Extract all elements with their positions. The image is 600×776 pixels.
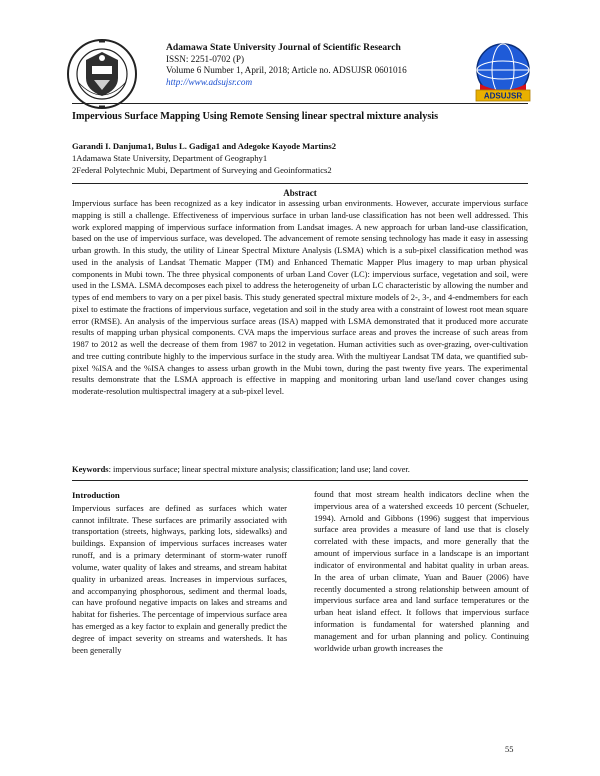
keywords-text: : impervious surface; linear spectral mixture analysis; classification; land use; land cover. [108,464,410,474]
abstract-top-rule [72,183,528,184]
keywords-bottom-rule [72,480,528,481]
intro-heading: Introduction [72,490,120,500]
header-divider [72,103,528,104]
affiliation-1: 1Adamawa State University, Department of Geography1 [72,153,268,164]
author-names: Garandi I. Danjuma1, Bulus L. Gadiga1 and Adegoke Kayode Martins2 [72,141,337,151]
intro-column-right [314,489,529,654]
abstract-heading: Abstract [283,188,317,198]
intro-text-right: found that most stream health indicators decline when the impervious area of a watershed exceeds 10 percent (Schueler, 1994). Arnold and Gibbons (1996) suggest that impervious surface area provides a measure of land use that is closely correlated with these impacts, and more generally that the amount of impervious surface in a landscape is an important indicator of environmental and habitat quality in urban areas. In the area of urban climate, Yuan and Bauer (2006) have recently documented a strong relationship between amount of impervious surface area and land surface temperatures or the urban heat island effect. It follows that impervious surface information is fundamental for watershed planning and management and for urban planning and policy. Continuing worldwide urban growth increases the [314,489,529,653]
abstract-text: Impervious surface has been recognized as a key indicator in assessing urban environments. However, accurate impervious surface mapping is still a challenge. Effectiveness of impervious surface in urban land-use classification has not been well addressed. This work explored mapping of impervious surface information from Landsat images. A new approach for urban land-use classification, based on the use of impervious surface, was developed. The advancement of remote sensing technology has made it easy in assessing urban growth. In this study, the utility of Linear Spectral Mixture Analysis (LSMA) which is a sub-pixel classification method was used in the analysis of Landsat Thematic Mapper (TM) and Enhanced Thematic Mapper Plus imagery to map urban physical components in Mubi town. The three physical components of urban Land Cover (LC): impervious surface, vegetation and soil, were used in the LSMA. LSMA decomposes each pixel to address the heterogeneity of urban LC characteristic by allowing the number and types of end members to vary on a per pixel basis. This study generated spectral mixture models of 2-, 3-, and 4-endmembers for each pixel to estimate the fractions of impervious surface, vegetation and soil in the study area with a constraint of lowest root mean square error (RMSE). An analysis of the impervious surface areas (ISA) mapped with LSMA demonstrated that it produced more accurate results of mapping urban physical components. CVA maps the impervious surface areas and proves the increase of such areas from 1987 to 2012 as well the decrease of them from 1987 to 2012 in vegetation. Human activities such as over-grazing, over-cultivation and tree cutting contribute highly to the impervious surface in the study area. With the multiyear Landsat TM data, we quantified sub-pixel %ISA and the %ISA changes to assess urban growth in the Mubi town, during the past twenty five years. The experimental results demonstrate that the LSMA approach is effective in mapping and monitoring urban land use/land cover changes using moderate-resolution multispectral imagery at a sub-pixel level. [72,198,528,396]
volume-info: Volume 6 Number 1, April, 2018; Article no. ADSUJSR 0601016 [166,65,407,76]
paper-title: Impervious Surface Mapping Using Remote Sensing linear spectral mixture analysis [72,111,439,122]
affiliation-2: 2Federal Polytechnic Mubi, Department of Surveying and Geoinformatics2 [72,165,332,176]
author-list [72,140,528,152]
intro-text-left: Impervious surfaces are defined as surfaces which water cannot infiltrate. These surfaces are primarily associated with transportation (streets, highways, parking lots, sidewalks) and buildings. Expansion of impervious surfaces increases water runoff, and is a primary determinant of storm-water runoff volume, water quality of lakes and streams, and stream habitat quality in urbanized areas. Increases in impervious surfaces, and accompanying phosphorous, sediment and thermal loads, can have profound negative impacts on lakes and streams and habitat for fisheries. The percentage of impervious surface area has emerged as a key factor to explain and generally predict the degree of impact severity on streams and watersheds. It has been generally [72,502,287,655]
intro-column-left [72,490,287,656]
issn: ISSN: 2251-0702 (P) [166,53,245,64]
keywords-line [72,464,528,474]
journal-url-link[interactable]: http://www.adsujsr.com [166,76,253,87]
journal-title: Adamawa State University Journal of Scientific Research [166,42,401,53]
adsujsr-logo-text: ADSUJSR [483,91,523,101]
page-number: 55 [505,745,514,754]
keywords-label: Keywords [72,464,109,474]
adsujsr-logo [470,40,536,106]
university-seal-logo [66,38,138,110]
author-block [72,140,528,177]
journal-header [166,42,466,88]
